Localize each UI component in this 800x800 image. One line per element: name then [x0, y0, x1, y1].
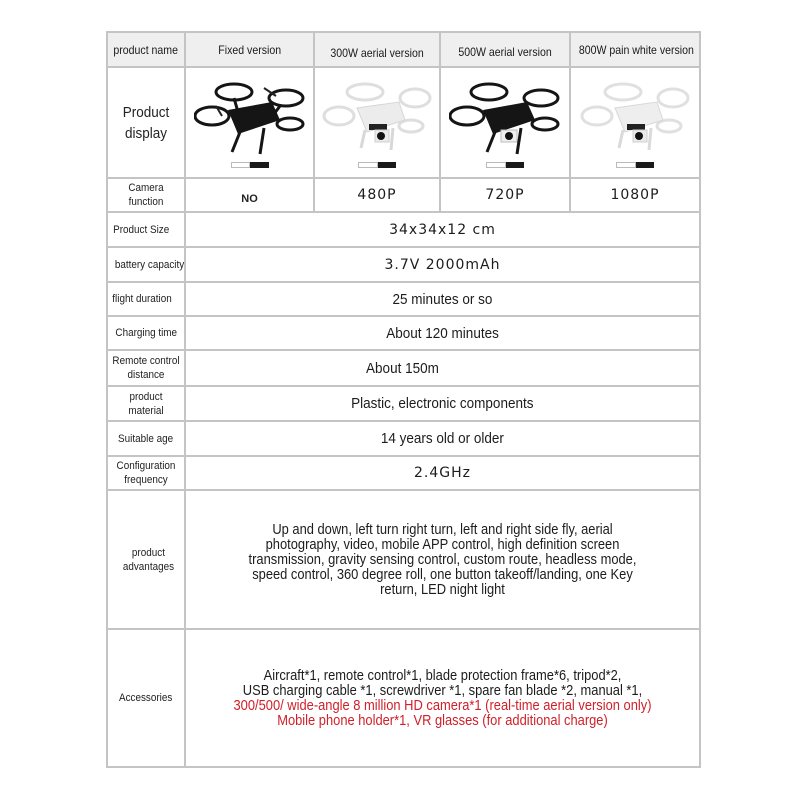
accessories-highlight-line: Mobile phone holder*1, VR glasses (for additional charge): [277, 712, 608, 729]
product-display-row: [107, 67, 700, 178]
color-swatch: [231, 162, 269, 168]
camera-value-fixed: NO: [185, 178, 314, 212]
spec-table: [106, 31, 701, 768]
material-value: Plastic, electronic components: [185, 386, 700, 421]
size-row: [107, 212, 700, 247]
frequency-label: Configuration frequency: [107, 456, 185, 490]
advantages-label: product advantages: [107, 490, 185, 629]
size-label: Product Size: [107, 212, 185, 247]
remote-value: About 150m: [185, 350, 700, 386]
accessories-row: [107, 629, 700, 767]
flight-row: [107, 282, 700, 316]
frequency-value: 2.4GHz: [185, 456, 700, 490]
header-version-500w: 500W aerial version: [440, 32, 570, 67]
drone-white-icon: [321, 76, 433, 158]
flight-value: 25 minutes or so: [185, 282, 700, 316]
charging-row: [107, 316, 700, 350]
header-version-fixed: Fixed version: [185, 32, 314, 67]
material-row: [107, 386, 700, 421]
remote-label: Remote control distance: [107, 350, 185, 386]
accessories-value: [185, 629, 700, 767]
material-label: product material: [107, 386, 185, 421]
color-swatch: [486, 162, 524, 168]
size-value: 34x34x12 cm: [185, 212, 700, 247]
advantages-line: speed control, 360 degree roll, one button takeoff/landing, one Key: [252, 566, 633, 583]
advantages-row: [107, 490, 700, 629]
advantages-line: Up and down, left turn right turn, left and right side fly, aerial: [272, 521, 613, 538]
color-swatch: [358, 162, 396, 168]
advantages-line: transmission, gravity sensing control, custom route, headless mode,: [248, 551, 637, 568]
advantages-line: return, LED night light: [380, 581, 505, 598]
drone-black-icon: [194, 76, 306, 158]
color-swatch: [616, 162, 654, 168]
drone-image-fixed: [185, 67, 314, 178]
charging-value: About 120 minutes: [185, 316, 700, 350]
camera-label: Camera function: [107, 178, 185, 212]
drone-white-icon: [579, 76, 691, 158]
advantages-value: [185, 490, 700, 629]
battery-label: battery capacity: [107, 247, 185, 282]
header-label: product name: [107, 32, 185, 67]
header-row: [107, 32, 700, 67]
age-row: [107, 421, 700, 456]
age-label: Suitable age: [107, 421, 185, 456]
camera-row: [107, 178, 700, 212]
header-version-800w: 800W pain white version: [570, 32, 700, 67]
advantages-line: photography, video, mobile APP control, high definition screen: [265, 536, 620, 553]
age-value: 14 years old or older: [185, 421, 700, 456]
remote-row: [107, 350, 700, 386]
flight-label: flight duration: [107, 282, 185, 316]
battery-value: 3.7V 2000mAh: [185, 247, 700, 282]
header-version-300w: 300W aerial version: [314, 32, 440, 67]
camera-value-300w: 480P: [314, 178, 440, 212]
accessories-highlight-line: 300/500/ wide-angle 8 million HD camera*1 (real-time aerial version only): [233, 697, 652, 714]
accessories-line: Aircraft*1, remote control*1, blade protection frame*6, tripod*2,: [263, 667, 622, 684]
camera-value-500w: 720P: [440, 178, 570, 212]
drone-image-300w: [314, 67, 440, 178]
frequency-row: [107, 456, 700, 490]
battery-row: [107, 247, 700, 282]
charging-label: Charging time: [107, 316, 185, 350]
camera-value-800w: 1080P: [570, 178, 700, 212]
drone-image-800w: [570, 67, 700, 178]
accessories-label: Accessories: [107, 629, 185, 767]
product-display-label: Product display: [107, 67, 185, 178]
drone-black-icon: [449, 76, 561, 158]
drone-image-500w: [440, 67, 570, 178]
accessories-line: USB charging cable *1, screwdriver *1, spare fan blade *2, manual *1,: [242, 682, 643, 699]
